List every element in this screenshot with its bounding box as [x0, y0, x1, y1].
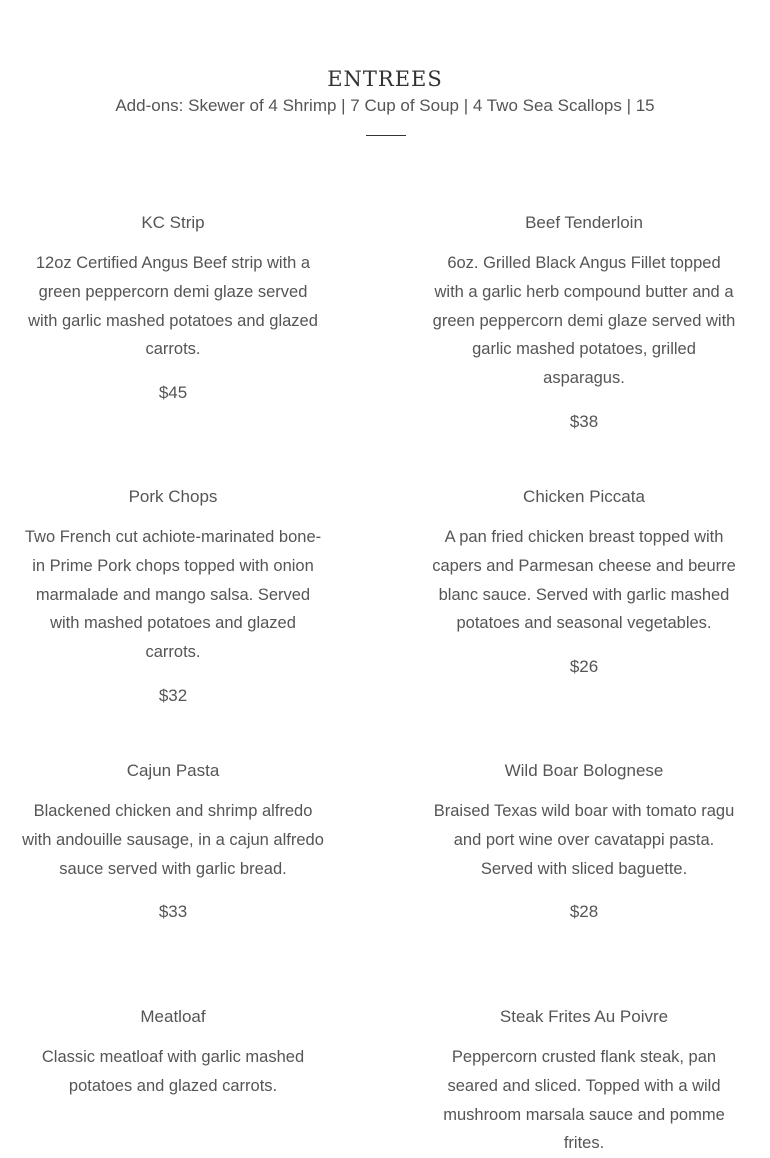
menu-item-steak-frites-au-poivre [432, 1006, 736, 1158]
item-name: Beef Tenderloin [525, 213, 643, 232]
item-description: Two French cut achiote-marinated bone-in Prime Pork chops topped with onion marmalade and mango salsa. Served with mashed potatoes and glazed carrots. [24, 528, 322, 662]
item-price: $28 [569, 902, 599, 922]
item-name: Wild Boar Bolognese [504, 761, 664, 780]
item-price: $45 [158, 383, 188, 403]
item-name: Pork Chops [128, 487, 218, 506]
menu-item-beef-tenderloin [432, 212, 736, 433]
item-price: $38 [569, 411, 599, 431]
item-description: Peppercorn crusted flank steak, pan seared and sliced. Topped with a wild mushroom marsala sauce and pomme frites. [443, 1048, 725, 1153]
item-description: A pan fried chicken breast topped with capers and Parmesan cheese and beurre blanc sauce. Served with garlic mashed potatoes and seasonal vegetables. [432, 528, 736, 633]
menu-item-kc-strip [22, 212, 324, 404]
item-price: $26 [569, 657, 599, 677]
item-price: $32 [158, 685, 188, 705]
item-price: $33 [158, 902, 188, 922]
item-name: Meatloaf [140, 1007, 206, 1026]
addons-text: Add-ons: Skewer of 4 Shrimp | 7 Cup of Soup | 4 Two Sea Scallops | 15 [115, 96, 655, 115]
menu-item-cajun-pasta [22, 760, 324, 923]
item-description: Classic meatloaf with garlic mashed potatoes and glazed carrots. [41, 1048, 305, 1095]
item-name: Steak Frites Au Poivre [499, 1007, 669, 1026]
menu-item-wild-boar-bolognese [432, 760, 736, 923]
section-title: ENTREES [327, 67, 443, 92]
item-description: 12oz Certified Angus Beef strip with a green peppercorn demi glaze served with garlic mashed potatoes and glazed carrots. [28, 254, 318, 359]
title-divider [366, 135, 406, 136]
menu-item-meatloaf [22, 1006, 324, 1101]
item-description: Braised Texas wild boar with tomato ragu and port wine over cavatappi pasta. Served with sliced baguette. [433, 802, 735, 878]
item-description: 6oz. Grilled Black Angus Fillet topped with a garlic herb compound butter and a green peppercorn demi glaze served with garlic mashed potatoes, grilled asparagus. [432, 254, 736, 388]
item-name: Cajun Pasta [126, 761, 220, 780]
menu-item-pork-chops [22, 486, 324, 707]
menu-item-chicken-piccata [432, 486, 736, 678]
item-description: Blackened chicken and shrimp alfredo with andouille sausage, in a cajun alfredo sauce served with garlic bread. [22, 802, 324, 878]
item-name: Chicken Piccata [523, 487, 645, 506]
item-name: KC Strip [141, 213, 205, 232]
